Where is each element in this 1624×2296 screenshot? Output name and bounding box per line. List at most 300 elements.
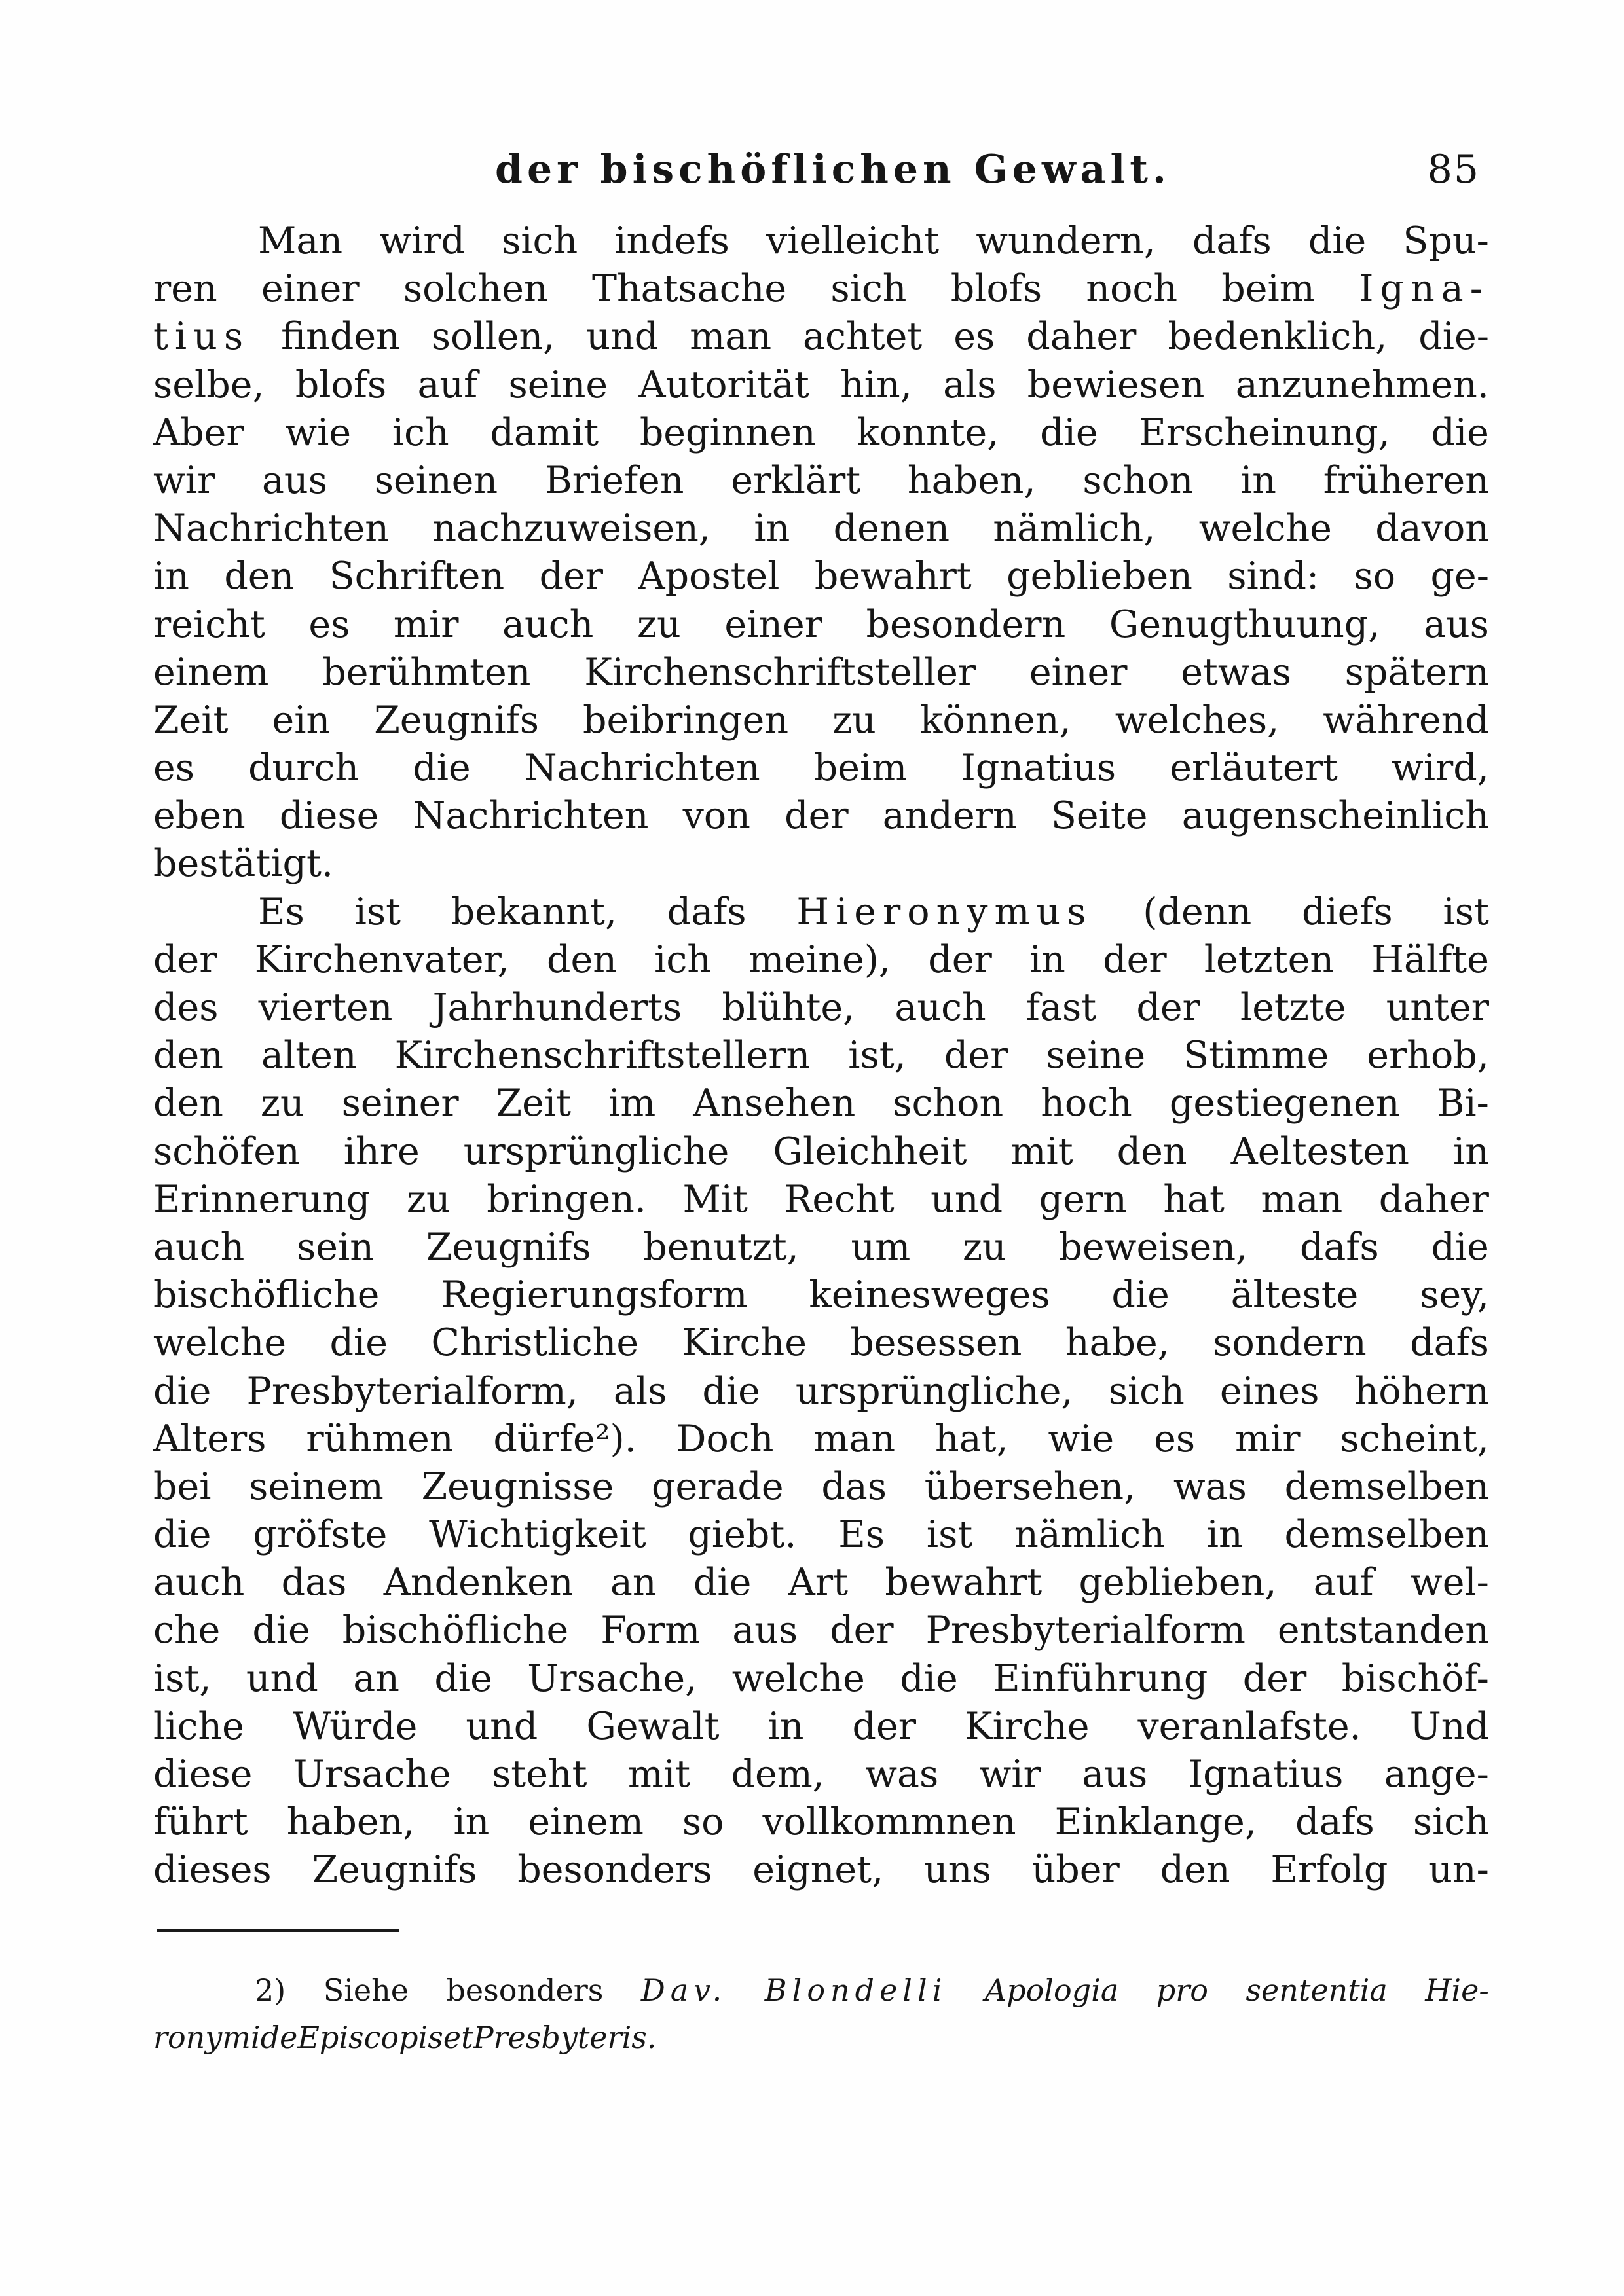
word: auch bbox=[895, 986, 986, 1029]
word: noch bbox=[1086, 267, 1178, 311]
word: Aeltesten bbox=[1230, 1129, 1409, 1173]
word: Es bbox=[838, 1513, 885, 1557]
word: die bbox=[1040, 410, 1098, 454]
text-line bbox=[153, 1176, 1489, 1224]
word: die bbox=[900, 1656, 958, 1700]
word: sollen, bbox=[431, 315, 555, 359]
word: Zeugnifs bbox=[374, 698, 540, 742]
word: ist, bbox=[848, 1034, 906, 1078]
word: bei bbox=[153, 1465, 212, 1508]
word: bekannt, bbox=[451, 890, 617, 934]
word: ist bbox=[926, 1513, 973, 1557]
word: durch bbox=[248, 746, 360, 790]
word: Kirchenschriftsteller bbox=[584, 650, 976, 694]
word: die bbox=[434, 1656, 492, 1700]
word: che bbox=[153, 1609, 221, 1652]
footnote-word: besonders bbox=[446, 1973, 604, 2008]
word: wird, bbox=[1392, 746, 1489, 790]
word: seinem bbox=[249, 1465, 384, 1508]
word: so bbox=[682, 1800, 724, 1844]
footnote-word: pro bbox=[1156, 1973, 1208, 2008]
word: dafs bbox=[1299, 1225, 1379, 1269]
word: Art bbox=[788, 1561, 848, 1605]
text-line bbox=[153, 1224, 1489, 1271]
word: Zeugnisse bbox=[421, 1465, 614, 1508]
text-line bbox=[153, 1368, 1489, 1415]
word: sich bbox=[502, 219, 578, 263]
word: hoch bbox=[1041, 1082, 1132, 1125]
word: ich bbox=[392, 410, 449, 454]
word: wir bbox=[153, 458, 215, 502]
word: solchen bbox=[403, 267, 548, 311]
word: hat, bbox=[934, 1417, 1008, 1461]
word: die bbox=[329, 1321, 388, 1365]
word: der bbox=[928, 938, 992, 981]
word: dafs bbox=[1192, 219, 1272, 263]
word: Wichtigkeit bbox=[429, 1513, 646, 1557]
word: ihre bbox=[343, 1129, 420, 1173]
word: gestiegenen bbox=[1169, 1082, 1400, 1125]
word: übersehen, bbox=[924, 1465, 1136, 1508]
word: sich bbox=[1412, 1800, 1489, 1844]
word: Doch bbox=[676, 1417, 774, 1461]
word: wird bbox=[379, 219, 465, 263]
word: Es bbox=[258, 890, 304, 934]
word: als bbox=[613, 1369, 667, 1413]
word: aus bbox=[732, 1609, 798, 1652]
word: giebt. bbox=[688, 1513, 797, 1557]
word: aus bbox=[1082, 1753, 1148, 1796]
word: vielleicht bbox=[766, 219, 940, 263]
word: Andenken bbox=[383, 1561, 574, 1605]
word: geblieben, bbox=[1079, 1561, 1277, 1605]
word: Hieronymus bbox=[796, 890, 1093, 934]
word: daher bbox=[1378, 1177, 1489, 1221]
text-line bbox=[153, 649, 1489, 697]
text-line bbox=[153, 505, 1489, 553]
word: dieses bbox=[153, 1848, 272, 1892]
word: ge- bbox=[1430, 555, 1489, 598]
word: sein bbox=[297, 1225, 374, 1269]
text-line bbox=[153, 601, 1489, 649]
word: besessen bbox=[850, 1321, 1022, 1365]
word: konnte, bbox=[857, 410, 999, 454]
word: zu bbox=[962, 1225, 1006, 1269]
word: Und bbox=[1409, 1704, 1489, 1748]
word: man bbox=[813, 1417, 896, 1461]
word: liche bbox=[153, 1704, 244, 1748]
word: der bbox=[539, 555, 604, 598]
word: Recht bbox=[784, 1177, 895, 1221]
footnote-word: et bbox=[443, 2020, 473, 2055]
word: diefs bbox=[1301, 890, 1393, 934]
word: und bbox=[586, 315, 659, 359]
word: an bbox=[610, 1561, 657, 1605]
word: gerade bbox=[651, 1465, 784, 1508]
word: an bbox=[353, 1656, 399, 1700]
word: bischöfliche bbox=[342, 1609, 569, 1652]
word: ist, bbox=[153, 1656, 212, 1700]
word: der bbox=[153, 938, 217, 981]
word: die bbox=[1431, 1225, 1489, 1269]
word: beibringen bbox=[583, 698, 789, 742]
word: ursprüngliche, bbox=[795, 1369, 1073, 1413]
word: besonders bbox=[517, 1848, 712, 1892]
word: erläutert bbox=[1170, 746, 1338, 790]
word: Nachrichten bbox=[153, 507, 389, 551]
body-text bbox=[153, 217, 1489, 1895]
word: im bbox=[608, 1082, 656, 1125]
word: davon bbox=[1375, 507, 1489, 551]
word: Zeugnifs bbox=[312, 1848, 477, 1892]
word: Jahrhunderts bbox=[432, 986, 682, 1029]
word: den bbox=[153, 1034, 223, 1078]
word: seine bbox=[1046, 1034, 1146, 1078]
footnote-word: Dav. bbox=[640, 1973, 728, 2008]
word: einer bbox=[1029, 650, 1128, 694]
word: der bbox=[1103, 938, 1167, 981]
word: der bbox=[1242, 1656, 1307, 1700]
word: früheren bbox=[1323, 458, 1489, 502]
word: denen bbox=[833, 507, 950, 551]
word: dürfe²). bbox=[493, 1417, 637, 1461]
word: das bbox=[281, 1561, 347, 1605]
word: tius bbox=[153, 315, 250, 359]
word: hin, bbox=[840, 363, 912, 407]
word: bestätigt. bbox=[153, 842, 334, 886]
word: welche bbox=[731, 1656, 865, 1700]
word: etwas bbox=[1181, 650, 1291, 694]
word: bedenklich, bbox=[1168, 315, 1388, 359]
word: ren bbox=[153, 267, 217, 311]
word: ange- bbox=[1384, 1753, 1489, 1796]
text-line bbox=[153, 1271, 1489, 1319]
footnote-word: ronymi bbox=[153, 2020, 261, 2055]
word: in bbox=[1206, 1513, 1243, 1557]
word: sondern bbox=[1213, 1321, 1367, 1365]
word: erhob, bbox=[1367, 1034, 1489, 1078]
word: indefs bbox=[614, 219, 729, 263]
word: zu bbox=[637, 602, 681, 646]
word: schon bbox=[893, 1082, 1004, 1125]
word: (denn bbox=[1143, 890, 1252, 934]
word: älteste bbox=[1230, 1273, 1359, 1317]
word: auch bbox=[502, 602, 594, 646]
word: wel- bbox=[1410, 1561, 1489, 1605]
word: auch bbox=[153, 1225, 245, 1269]
word: in bbox=[1240, 458, 1277, 502]
word: bewiesen bbox=[1027, 363, 1205, 407]
word: Aber bbox=[153, 410, 244, 454]
text-line bbox=[153, 1703, 1489, 1751]
page-number: 85 bbox=[1427, 147, 1480, 192]
word: Igna- bbox=[1359, 267, 1489, 311]
word: Stimme bbox=[1183, 1034, 1329, 1078]
word: dafs bbox=[667, 890, 747, 934]
word: einer bbox=[724, 602, 822, 646]
word: das bbox=[821, 1465, 887, 1508]
word: des bbox=[153, 986, 219, 1029]
word: Autorität bbox=[638, 363, 809, 407]
word: die bbox=[153, 1513, 212, 1557]
text-line bbox=[153, 1319, 1489, 1367]
text-line bbox=[153, 744, 1489, 792]
running-title: der bischöflichen Gewalt. bbox=[495, 147, 1171, 192]
footnote-word: Episcopis bbox=[297, 2020, 443, 2055]
word: man bbox=[690, 315, 772, 359]
word: beim bbox=[1221, 267, 1315, 311]
word: es bbox=[1154, 1417, 1196, 1461]
text-line bbox=[153, 361, 1489, 409]
word: Genugthuung, bbox=[1109, 602, 1380, 646]
text-line bbox=[153, 1415, 1489, 1463]
word: diese bbox=[279, 794, 379, 838]
word: den bbox=[1116, 1129, 1187, 1173]
word: Form bbox=[600, 1609, 701, 1652]
word: ein bbox=[272, 698, 331, 742]
footnote-line bbox=[153, 2014, 1489, 2061]
word: es bbox=[153, 746, 194, 790]
word: blofs bbox=[295, 363, 387, 407]
word: alten bbox=[261, 1034, 357, 1078]
word: finden bbox=[281, 315, 400, 359]
word: über bbox=[1031, 1848, 1120, 1892]
word: schöfen bbox=[153, 1129, 300, 1173]
word: Regierungsform bbox=[441, 1273, 748, 1317]
word: gern bbox=[1039, 1177, 1127, 1221]
word: Hälfte bbox=[1371, 938, 1489, 981]
word: bischöf- bbox=[1341, 1656, 1489, 1700]
text-line bbox=[153, 217, 1489, 265]
word: können, bbox=[919, 698, 1071, 742]
word: uns bbox=[924, 1848, 991, 1892]
word: der bbox=[784, 794, 849, 838]
word: zu bbox=[832, 698, 876, 742]
footnote-word: sententia bbox=[1246, 1973, 1388, 2008]
word: von bbox=[682, 794, 750, 838]
word: die bbox=[702, 1369, 760, 1413]
footnote-word: Apologia bbox=[984, 1973, 1119, 2008]
word: in bbox=[1453, 1129, 1489, 1173]
word: auf bbox=[1313, 1561, 1374, 1605]
word: die bbox=[1308, 219, 1367, 263]
word: haben, bbox=[286, 1800, 415, 1844]
word: zu bbox=[406, 1177, 451, 1221]
word: vollkommnen bbox=[762, 1800, 1016, 1844]
word: mir bbox=[393, 602, 459, 646]
word: Apostel bbox=[638, 555, 780, 598]
word: was bbox=[1173, 1465, 1247, 1508]
footnote bbox=[153, 1967, 1489, 2061]
word: der bbox=[852, 1704, 916, 1748]
word: Spu- bbox=[1403, 219, 1489, 263]
word: welches, bbox=[1115, 698, 1280, 742]
text-line bbox=[153, 888, 1489, 936]
word: dem, bbox=[731, 1753, 824, 1796]
word: sind: bbox=[1227, 555, 1320, 598]
word: demselben bbox=[1284, 1513, 1489, 1557]
word: Thatsache bbox=[591, 267, 787, 311]
word: unter bbox=[1386, 986, 1489, 1029]
word: beginnen bbox=[639, 410, 816, 454]
word: seinen bbox=[374, 458, 498, 502]
word: Nachrichten bbox=[413, 794, 649, 838]
word: un- bbox=[1428, 1848, 1489, 1892]
word: den bbox=[153, 1082, 223, 1125]
word: dafs bbox=[1295, 1800, 1375, 1844]
text-line bbox=[153, 697, 1489, 744]
word: wir bbox=[979, 1753, 1041, 1796]
footnote-word: Hie- bbox=[1425, 1973, 1489, 2008]
word: Würde bbox=[292, 1704, 418, 1748]
word: einem bbox=[528, 1800, 644, 1844]
word: es bbox=[308, 602, 350, 646]
word: Kirche bbox=[682, 1321, 807, 1365]
word: beim bbox=[813, 746, 908, 790]
word: eines bbox=[1219, 1369, 1320, 1413]
text-line bbox=[153, 1128, 1489, 1176]
word: fast bbox=[1025, 986, 1097, 1029]
word: Ignatius bbox=[1188, 1753, 1344, 1796]
word: Alters bbox=[153, 1417, 267, 1461]
word: benutzt, bbox=[643, 1225, 799, 1269]
word: eignet, bbox=[752, 1848, 884, 1892]
word: ist bbox=[354, 890, 401, 934]
word: die bbox=[413, 746, 471, 790]
footnote-word: Blondelli bbox=[764, 1973, 948, 2008]
text-line bbox=[153, 936, 1489, 984]
word: Presbyterialform bbox=[925, 1609, 1246, 1652]
text-line bbox=[153, 1607, 1489, 1654]
word: und bbox=[246, 1656, 318, 1700]
word: haben, bbox=[907, 458, 1036, 502]
word: welche bbox=[1198, 507, 1332, 551]
word: Bi- bbox=[1437, 1082, 1489, 1125]
word: nachzuweisen, bbox=[432, 507, 710, 551]
word: bringen. bbox=[487, 1177, 646, 1221]
word: Zeugnifs bbox=[426, 1225, 591, 1269]
word: sey, bbox=[1420, 1273, 1489, 1317]
word: reicht bbox=[153, 602, 265, 646]
word: Zeit bbox=[496, 1082, 572, 1125]
word: demselben bbox=[1284, 1465, 1489, 1508]
word: erklärt bbox=[731, 458, 861, 502]
word: Zeit bbox=[153, 698, 229, 742]
word: meine), bbox=[748, 938, 891, 981]
text-line bbox=[153, 1463, 1489, 1511]
word: Ursache, bbox=[527, 1656, 697, 1700]
word: und bbox=[466, 1704, 538, 1748]
word: blofs bbox=[950, 267, 1043, 311]
word: Ansehen bbox=[693, 1082, 856, 1125]
word: in bbox=[153, 555, 189, 598]
footnote-rule bbox=[157, 1929, 399, 1932]
word: Einführung bbox=[993, 1656, 1208, 1700]
word: wundern, bbox=[976, 219, 1156, 263]
word: wie bbox=[1048, 1417, 1115, 1461]
word: keinesweges bbox=[809, 1273, 1050, 1317]
word: bischöfliche bbox=[153, 1273, 380, 1317]
word: anzunehmen. bbox=[1235, 363, 1489, 407]
word: andern bbox=[882, 794, 1017, 838]
word: in bbox=[767, 1704, 804, 1748]
word: zu bbox=[260, 1082, 304, 1125]
word: vierten bbox=[258, 986, 393, 1029]
word: Schriften bbox=[329, 555, 505, 598]
word: der bbox=[944, 1034, 1008, 1078]
text-line bbox=[153, 409, 1489, 457]
text-line bbox=[153, 265, 1489, 313]
word: einer bbox=[261, 267, 360, 311]
footnote-word: 2) bbox=[255, 1973, 286, 2008]
word: seine bbox=[508, 363, 608, 407]
word: als bbox=[943, 363, 997, 407]
word: mit bbox=[627, 1753, 691, 1796]
word: die bbox=[1431, 410, 1489, 454]
word: augenscheinlich bbox=[1181, 794, 1489, 838]
word: steht bbox=[492, 1753, 587, 1796]
word: in bbox=[754, 507, 790, 551]
word: während bbox=[1323, 698, 1489, 742]
word: Kirche bbox=[965, 1704, 1090, 1748]
word: Erscheinung, bbox=[1139, 410, 1390, 454]
word: sich bbox=[1108, 1369, 1185, 1413]
word: seiner bbox=[341, 1082, 459, 1125]
word: bewahrt bbox=[885, 1561, 1043, 1605]
word: man bbox=[1261, 1177, 1343, 1221]
text-line bbox=[153, 457, 1489, 505]
word: es bbox=[953, 315, 995, 359]
footnote-word: de bbox=[260, 2020, 298, 2055]
word: Seite bbox=[1050, 794, 1148, 838]
text-line bbox=[153, 1846, 1489, 1894]
word: Ursache bbox=[293, 1753, 451, 1796]
word: nämlich, bbox=[993, 507, 1156, 551]
word: Einklange, bbox=[1054, 1800, 1257, 1844]
word: ist bbox=[1443, 890, 1489, 934]
word: spätern bbox=[1344, 650, 1489, 694]
word: eben bbox=[153, 794, 246, 838]
word: Ignatius bbox=[961, 746, 1116, 790]
word: höhern bbox=[1354, 1369, 1489, 1413]
word: damit bbox=[490, 410, 599, 454]
word: wie bbox=[285, 410, 352, 454]
word: dafs bbox=[1410, 1321, 1489, 1365]
word: ursprüngliche bbox=[463, 1129, 729, 1173]
word: Nachrichten bbox=[524, 746, 760, 790]
word: auch bbox=[153, 1561, 245, 1605]
text-line bbox=[153, 1032, 1489, 1080]
text-line bbox=[153, 1511, 1489, 1559]
word: führt bbox=[153, 1800, 248, 1844]
footnote-line bbox=[153, 1967, 1489, 2014]
text-line bbox=[153, 792, 1489, 840]
word: der bbox=[1136, 986, 1200, 1029]
word: Kirchenvater, bbox=[254, 938, 509, 981]
word: nämlich bbox=[1014, 1513, 1165, 1557]
word: Briefen bbox=[544, 458, 684, 502]
text-line bbox=[153, 984, 1489, 1032]
word: den bbox=[546, 938, 617, 981]
word: auf bbox=[417, 363, 478, 407]
footnote-word: Presbyteris. bbox=[473, 2020, 657, 2055]
text-line bbox=[153, 1080, 1489, 1127]
word: die bbox=[1111, 1273, 1170, 1317]
text-line bbox=[153, 313, 1489, 361]
text-line bbox=[153, 1751, 1489, 1798]
word: der bbox=[830, 1609, 894, 1652]
text-line bbox=[153, 1798, 1489, 1846]
